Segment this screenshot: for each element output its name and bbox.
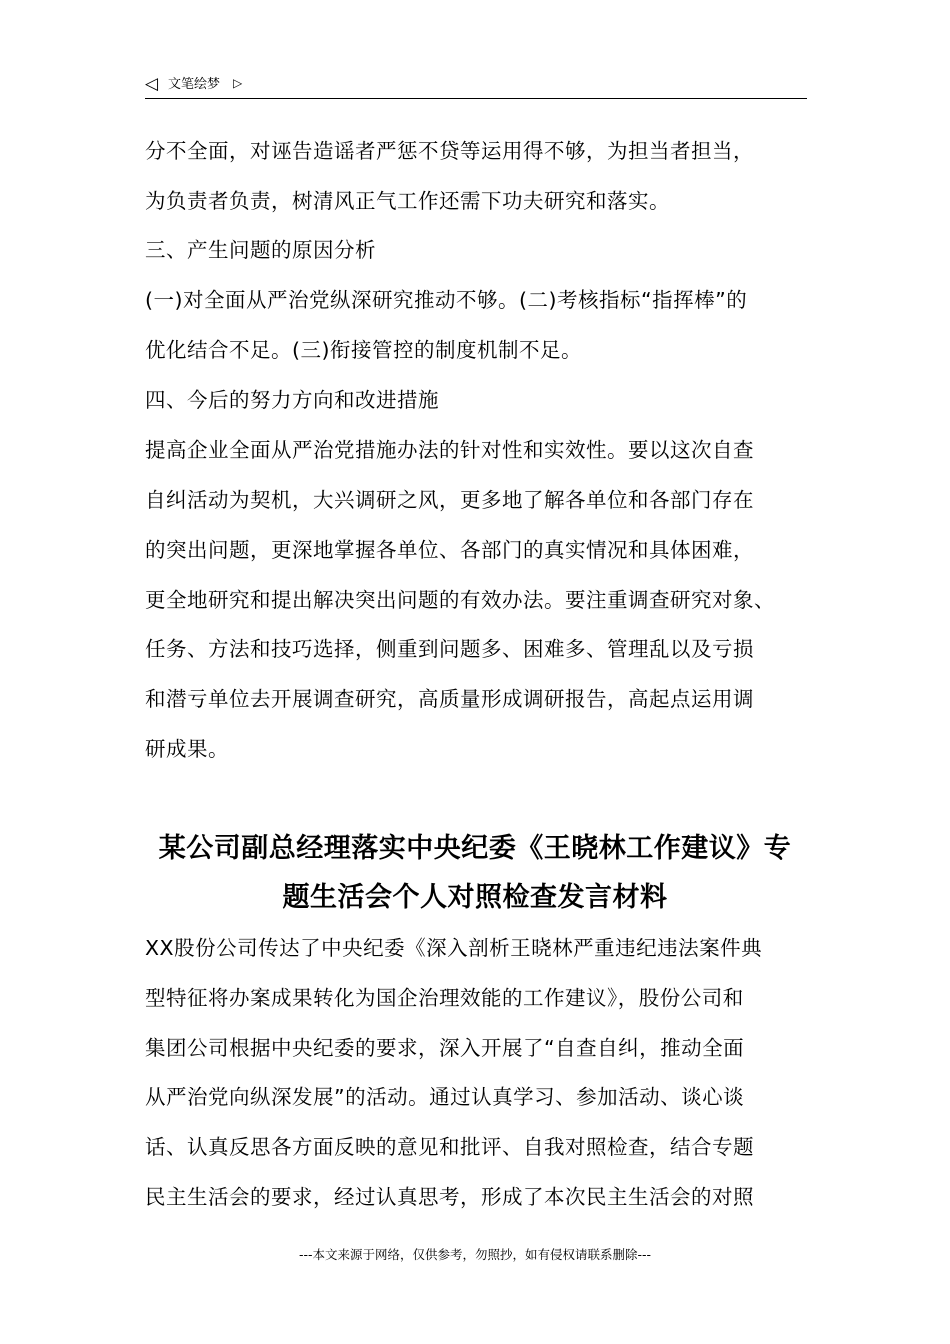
body-line: 分不全面，对诬告造谣者严惩不贷等运用得不够，为担当者担当， xyxy=(145,139,754,163)
body-line: 和潜亏单位去开展调查研究，高质量形成调研报告，高起点运用调 xyxy=(145,687,754,711)
title-line: 题生活会个人对照检查发言材料 xyxy=(282,882,668,913)
header-title: 文笔绘梦 xyxy=(168,77,221,92)
body-line: 民主生活会的要求，经过认真思考，形成了本次民主生活会的对照 xyxy=(145,1185,754,1209)
body-line: XX股份公司传达了中央纪委《深入剖析王晓林严重违纪违法案件典 xyxy=(145,936,763,960)
body-line: 自纠活动为契机，大兴调研之风，更多地了解各单位和各部门存在 xyxy=(145,488,754,512)
triangle-right-icon: ▷ xyxy=(233,76,243,90)
body-line: 为负责者负责，树清风正气工作还需下功夫研究和落实。 xyxy=(145,189,670,213)
body-line: 研成果。 xyxy=(145,737,229,761)
body-line: 话、认真反思各方面反映的意见和批评、自我对照检查，结合专题 xyxy=(145,1135,754,1159)
body-line: 的突出问题，更深地掌握各单位、各部门的真实情况和具体困难， xyxy=(145,538,754,562)
body-line: 从严治党向纵深发展”的活动。通过认真学习、参加活动、谈心谈 xyxy=(145,1085,745,1109)
triangle-left-icon: ◁ xyxy=(145,74,159,94)
body-line: 型特征将办案成果转化为国企治理效能的工作建议》，股份公司和 xyxy=(145,986,744,1010)
section-heading: 四、今后的努力方向和改进措施 xyxy=(145,388,439,412)
body-line: 提高企业全面从严治党措施办法的针对性和实效性。要以这次自查 xyxy=(145,438,754,462)
body-line: 集团公司根据中央纪委的要求，深入开展了“自查自纠，推动全面 xyxy=(145,1036,745,1060)
body-line: 任务、方法和技巧选择，侧重到问题多、困难多、管理乱以及亏损 xyxy=(145,637,754,661)
title-line: 某公司副总经理落实中央纪委《王晓林工作建议》专 xyxy=(158,833,792,864)
body-line: 更全地研究和提出解决突出问题的有效办法。要注重调查研究对象、 xyxy=(145,588,775,612)
body-line: (一)对全面从严治党纵深研究推动不够。(二)考核指标“指挥棒”的 xyxy=(145,288,748,312)
body-line: 优化结合不足。(三)衔接管控的制度机制不足。 xyxy=(145,338,582,362)
page-header xyxy=(145,72,807,99)
section-heading: 三、产生问题的原因分析 xyxy=(145,238,376,262)
page-footer: ---本文来源于网络，仅供参考，勿照抄，如有侵权请联系删除--- xyxy=(298,1247,652,1262)
